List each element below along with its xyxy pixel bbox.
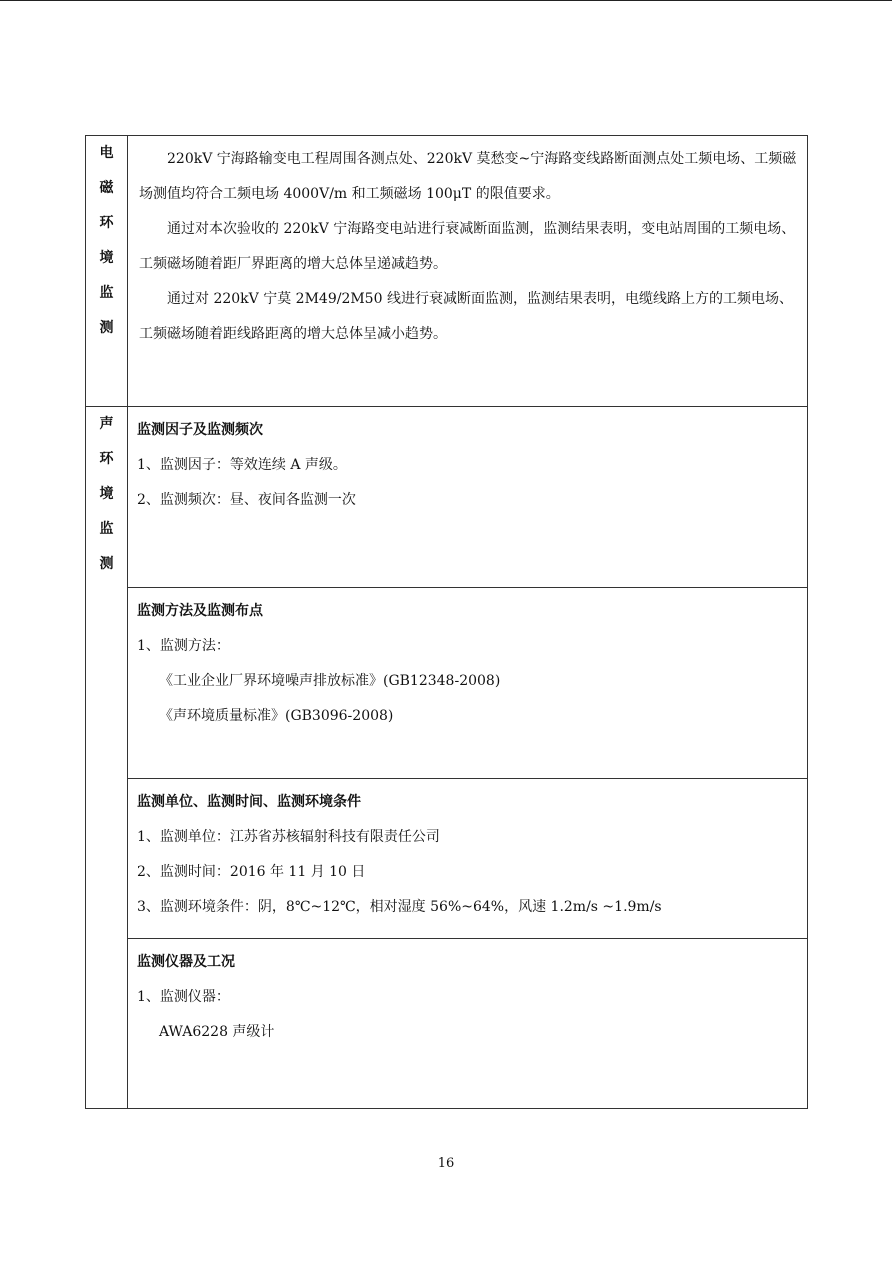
page-number: 16	[437, 1156, 455, 1171]
em-label-char: 境	[99, 250, 114, 266]
em-section-row	[86, 136, 808, 407]
block-heading: 监测单位、监测时间、监测环境条件	[137, 794, 361, 810]
noise-label-char: 环	[99, 451, 114, 467]
em-label-char: 磁	[99, 180, 114, 196]
noise-section-label	[86, 407, 128, 1109]
block-line: 3、监测环境条件：阴，8℃~12℃，相对湿度 56%~64%，风速 1.2m/s ~1.9m/s	[137, 899, 662, 915]
noise-block-factor-row	[86, 407, 808, 588]
block-line: 2、监测时间：2016 年 11 月 10 日	[137, 864, 366, 880]
em-section-content	[128, 136, 808, 407]
noise-block-instrument-row	[86, 939, 808, 1109]
noise-block-unit-row	[86, 779, 808, 939]
noise-block-unit	[128, 779, 808, 939]
top-border-line	[0, 0, 892, 1]
block-line: 2、监测频次：昼、夜间各监测一次	[137, 492, 356, 508]
noise-label-char: 境	[99, 486, 114, 502]
block-line: 1、监测仪器：	[137, 989, 230, 1005]
noise-label-char: 声	[99, 416, 114, 432]
instrument-name: AWA6228 声级计	[159, 1024, 275, 1040]
em-paragraph: 220kV 宁海路输变电工程周围各测点处、220kV 莫愁变~宁海路变线路断面测点处工频电场、工频磁场测值均符合工频电场 4000V/m 和工频磁场 100μT 的限值要求。	[139, 151, 797, 202]
noise-label-char: 测	[99, 556, 114, 572]
noise-block-method	[128, 588, 808, 779]
em-paragraph: 通过对 220kV 宁莫 2M49/2M50 线进行衰减断面监测，监测结果表明，电缆线路上方的工频电场、工频磁场随着距线路距离的增大总体呈减小趋势。	[139, 291, 793, 342]
noise-block-method-row	[86, 588, 808, 779]
em-label-char: 监	[99, 285, 114, 301]
em-section-label	[86, 136, 128, 407]
noise-label-char: 监	[99, 521, 114, 537]
block-line: 1、监测方法：	[137, 638, 230, 654]
noise-block-instrument	[128, 939, 808, 1109]
block-heading: 监测因子及监测频次	[137, 422, 263, 438]
block-line: 1、监测单位：江苏省苏核辐射科技有限责任公司	[137, 829, 440, 845]
standard-reference: 《声环境质量标准》(GB3096-2008)	[159, 708, 394, 724]
em-paragraph: 通过对本次验收的 220kV 宁海路变电站进行衰减断面监测，监测结果表明，变电站周围的工频电场、工频磁场随着距厂界距离的增大总体呈递减趋势。	[139, 221, 796, 272]
block-heading: 监测仪器及工况	[137, 954, 235, 970]
block-heading: 监测方法及监测布点	[137, 603, 263, 619]
em-label-char: 测	[99, 320, 114, 336]
block-line: 1、监测因子：等效连续 A 声级。	[137, 457, 347, 473]
em-label-char: 电	[99, 145, 114, 161]
standard-reference: 《工业企业厂界环境噪声排放标准》(GB12348-2008)	[159, 673, 501, 689]
monitoring-table	[85, 135, 808, 1109]
em-label-char: 环	[99, 215, 114, 231]
noise-block-factor	[128, 407, 808, 588]
